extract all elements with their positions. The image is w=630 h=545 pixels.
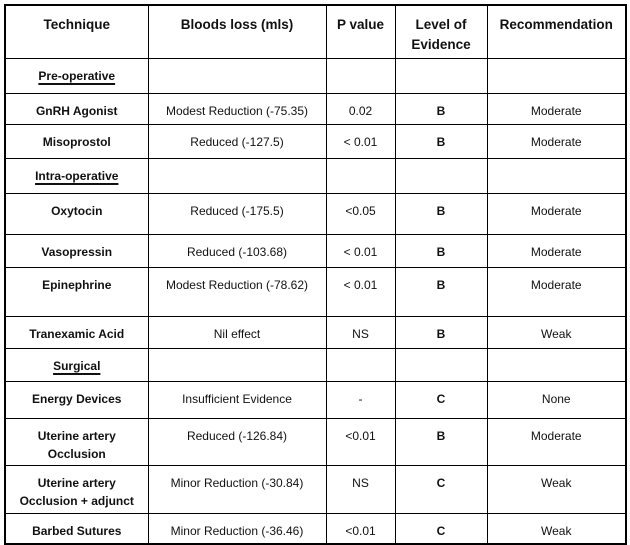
cell-recommendation: None xyxy=(487,381,626,418)
cell-technique: Energy Devices xyxy=(5,381,148,418)
table-row xyxy=(5,316,626,348)
empty-cell xyxy=(326,58,395,93)
empty-cell xyxy=(326,158,395,193)
table-row xyxy=(5,267,626,316)
cell-recommendation: Weak xyxy=(487,316,626,348)
empty-cell xyxy=(148,158,326,193)
empty-cell xyxy=(148,348,326,381)
cell-p-value: 0.02 xyxy=(326,93,395,124)
cell-evidence: C xyxy=(395,381,487,418)
table-row xyxy=(5,513,626,544)
table-row xyxy=(5,124,626,158)
cell-technique: Uterine artery Occlusion + adjunct xyxy=(5,465,148,513)
table-row xyxy=(5,193,626,234)
cell-evidence: B xyxy=(395,234,487,267)
cell-p-value: < 0.01 xyxy=(326,234,395,267)
table-row xyxy=(5,418,626,465)
cell-recommendation: Moderate xyxy=(487,418,626,465)
cell-p-value: - xyxy=(326,381,395,418)
empty-cell xyxy=(395,348,487,381)
cell-p-value: <0.01 xyxy=(326,418,395,465)
col-header-p-value: P value xyxy=(326,5,395,58)
cell-p-value: NS xyxy=(326,465,395,513)
cell-recommendation: Moderate xyxy=(487,124,626,158)
cell-technique: Barbed Sutures xyxy=(5,513,148,544)
cell-p-value: NS xyxy=(326,316,395,348)
cell-evidence: B xyxy=(395,193,487,234)
table-row xyxy=(5,93,626,124)
cell-blood-loss: Reduced (-127.5) xyxy=(148,124,326,158)
cell-p-value: <0.01 xyxy=(326,513,395,544)
cell-recommendation: Moderate xyxy=(487,193,626,234)
cell-recommendation: Moderate xyxy=(487,234,626,267)
table-row xyxy=(5,234,626,267)
empty-cell xyxy=(487,158,626,193)
col-header-recommendation: Recommendation xyxy=(487,5,626,58)
cell-evidence: B xyxy=(395,267,487,316)
cell-technique: Tranexamic Acid xyxy=(5,316,148,348)
cell-technique: Vasopressin xyxy=(5,234,148,267)
table-row xyxy=(5,465,626,513)
cell-p-value: <0.05 xyxy=(326,193,395,234)
cell-evidence: B xyxy=(395,316,487,348)
cell-blood-loss: Minor Reduction (-30.84) xyxy=(148,465,326,513)
section-row-intra-operative xyxy=(5,158,626,193)
cell-recommendation: Weak xyxy=(487,513,626,544)
cell-blood-loss: Modest Reduction (-78.62) xyxy=(148,267,326,316)
cell-technique: Oxytocin xyxy=(5,193,148,234)
cell-blood-loss: Reduced (-175.5) xyxy=(148,193,326,234)
cell-evidence: B xyxy=(395,93,487,124)
cell-blood-loss: Reduced (-126.84) xyxy=(148,418,326,465)
empty-cell xyxy=(395,158,487,193)
cell-blood-loss: Modest Reduction (-75.35) xyxy=(148,93,326,124)
cell-technique: Epinephrine xyxy=(5,267,148,316)
cell-blood-loss: Nil effect xyxy=(148,316,326,348)
col-header-evidence: Level of Evidence xyxy=(395,5,487,58)
cell-blood-loss: Minor Reduction (-36.46) xyxy=(148,513,326,544)
empty-cell xyxy=(487,58,626,93)
cell-p-value: < 0.01 xyxy=(326,267,395,316)
cell-p-value: < 0.01 xyxy=(326,124,395,158)
empty-cell xyxy=(326,348,395,381)
section-label: Intra-operative xyxy=(5,158,148,193)
section-row-surgical xyxy=(5,348,626,381)
cell-technique: Misoprostol xyxy=(5,124,148,158)
header-row xyxy=(5,5,626,58)
cell-blood-loss: Reduced (-103.68) xyxy=(148,234,326,267)
evidence-table xyxy=(4,4,627,545)
empty-cell xyxy=(148,58,326,93)
cell-evidence: C xyxy=(395,513,487,544)
cell-evidence: B xyxy=(395,418,487,465)
cell-evidence: C xyxy=(395,465,487,513)
empty-cell xyxy=(395,58,487,93)
cell-technique: Uterine artery Occlusion xyxy=(5,418,148,465)
section-label: Pre-operative xyxy=(5,58,148,93)
col-header-blood-loss: Bloods loss (mls) xyxy=(148,5,326,58)
cell-evidence: B xyxy=(395,124,487,158)
cell-recommendation: Weak xyxy=(487,465,626,513)
section-label: Surgical xyxy=(5,348,148,381)
cell-blood-loss: Insufficient Evidence xyxy=(148,381,326,418)
cell-recommendation: Moderate xyxy=(487,93,626,124)
empty-cell xyxy=(487,348,626,381)
cell-recommendation: Moderate xyxy=(487,267,626,316)
table-row xyxy=(5,381,626,418)
cell-technique: GnRH Agonist xyxy=(5,93,148,124)
section-row-pre-operative xyxy=(5,58,626,93)
col-header-technique: Technique xyxy=(5,5,148,58)
